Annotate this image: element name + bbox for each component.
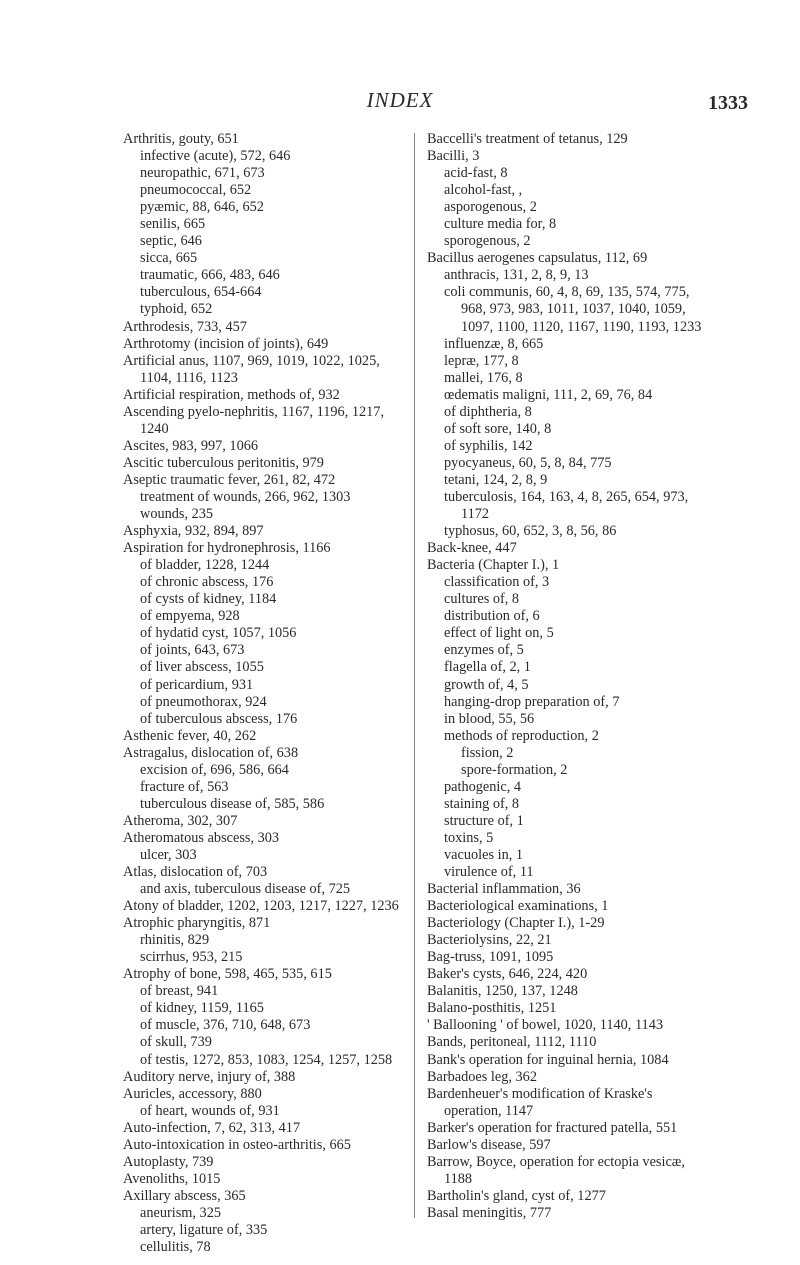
index-subentry: hanging-drop preparation of, 7 <box>444 693 620 710</box>
index-subentry: of breast, 941 <box>140 983 219 1000</box>
index-entry: Arthrotomy (incision of joints), 649 <box>123 335 329 352</box>
index-subentry: influenzæ, 8, 665 <box>444 335 544 352</box>
index-subentry: pyæmic, 88, 646, 652 <box>140 199 264 216</box>
index-subentry: mallei, 176, 8 <box>444 369 523 386</box>
index-subentry: of heart, wounds of, 931 <box>140 1102 280 1119</box>
index-subentry: flagella of, 2, 1 <box>444 659 531 676</box>
index-entry: Bacteriological examinations, 1 <box>427 898 609 915</box>
index-entry: Atony of bladder, 1202, 1203, 1217, 1227, 1236 <box>123 898 399 915</box>
index-subentry: tuberculosis, 164, 163, 4, 8, 265, 654, 973, 1172 <box>444 488 689 523</box>
index-entry: Auto-intoxication in osteo-arthritis, 665 <box>123 1136 351 1153</box>
index-subentry: spore-formation, 2 <box>461 761 568 778</box>
index-subentry: sicca, 665 <box>140 250 198 267</box>
index-column-right <box>427 131 712 1222</box>
index-entry: Aseptic traumatic fever, 261, 82, 472 <box>123 471 336 488</box>
index-subentry: of bladder, 1228, 1244 <box>140 557 270 574</box>
index-subentry: of cysts of kidney, 1184 <box>140 591 277 608</box>
index-subentry: alcohol-fast, , <box>444 182 523 199</box>
index-subentry: ulcer, 303 <box>140 846 197 863</box>
index-subentry: cultures of, 8 <box>444 591 520 608</box>
index-entry: Auditory nerve, injury of, 388 <box>123 1068 296 1085</box>
index-subentry: traumatic, 666, 483, 646 <box>140 267 280 284</box>
index-entry: Asthenic fever, 40, 262 <box>123 727 257 744</box>
index-subentry: growth of, 4, 5 <box>444 676 529 693</box>
index-subentry: fission, 2 <box>461 744 514 761</box>
page-header <box>0 88 800 118</box>
index-entry: Bardenheuer's modification of Kraske's operation, 1147 <box>427 1085 653 1119</box>
index-subentry: of diphtheria, 8 <box>444 403 532 420</box>
index-entry: Artificial respiration, methods of, 932 <box>123 386 340 403</box>
index-entry: Arthrodesis, 733, 457 <box>123 318 247 335</box>
index-entry: Artificial anus, 1107, 969, 1019, 1022, 1025, 1104, 1116, 1123 <box>123 352 380 386</box>
index-entry: Basal meningitis, 777 <box>427 1204 552 1221</box>
index-subentry: lepræ, 177, 8 <box>444 352 519 369</box>
index-subentry: sporogenous, 2 <box>444 233 531 250</box>
index-subentry: infective (acute), 572, 646 <box>140 148 291 165</box>
index-subentry: toxins, 5 <box>444 829 494 846</box>
index-subentry: of hydatid cyst, 1057, 1056 <box>140 625 297 642</box>
index-subentry: of syphilis, 142 <box>444 437 533 454</box>
index-subentry: of skull, 739 <box>140 1034 212 1051</box>
index-subentry: of testis, 1272, 853, 1083, 1254, 1257, 1258 <box>140 1051 393 1068</box>
index-entry: Avenoliths, 1015 <box>123 1170 221 1187</box>
index-entry: Barker's operation for fractured patella, 551 <box>427 1119 678 1136</box>
index-subentry: and axis, tuberculous disease of, 725 <box>140 881 351 898</box>
index-subentry: of muscle, 376, 710, 648, 673 <box>140 1017 311 1034</box>
index-entry: Balano-posthitis, 1251 <box>427 1000 557 1017</box>
index-entry: Bank's operation for inguinal hernia, 1084 <box>427 1051 669 1068</box>
index-subentry: of kidney, 1159, 1165 <box>140 1000 264 1017</box>
index-entry: Baker's cysts, 646, 224, 420 <box>427 966 588 983</box>
index-subentry: artery, ligature of, 335 <box>140 1222 268 1238</box>
index-subentry: of pneumothorax, 924 <box>140 693 267 710</box>
index-subentry: rhinitis, 829 <box>140 932 210 949</box>
index-entry: Ascites, 983, 997, 1066 <box>123 437 259 454</box>
index-subentry: œdematis maligni, 111, 2, 69, 76, 84 <box>444 386 653 403</box>
index-subentry: excision of, 696, 586, 664 <box>140 761 289 778</box>
index-subentry: classification of, 3 <box>444 574 550 591</box>
index-subentry: of tuberculous abscess, 176 <box>140 710 298 727</box>
index-subentry: pyocyaneus, 60, 5, 8, 84, 775 <box>444 454 612 471</box>
index-entry: Bacillus aerogenes capsulatus, 112, 69 <box>427 250 648 267</box>
index-subentry: of joints, 643, 673 <box>140 642 245 659</box>
index-subentry: tuberculous disease of, 585, 586 <box>140 795 325 812</box>
index-entry: Barlow's disease, 597 <box>427 1136 551 1153</box>
index-subentry: structure of, 1 <box>444 812 524 829</box>
index-subentry: asporogenous, 2 <box>444 199 537 216</box>
index-subentry: anthracis, 131, 2, 8, 9, 13 <box>444 267 589 284</box>
index-entry: Bands, peritoneal, 1112, 1110 <box>427 1034 597 1051</box>
index-subentry: coli communis, 60, 4, 8, 69, 135, 574, 775, 968, 973, 983, 1011, 1037, 1040, 1059, 1097, 1100, 1120, 1167, 1190, 1193, 1233 <box>444 284 702 335</box>
index-subentry: effect of light on, 5 <box>444 625 554 642</box>
index-subentry: vacuoles in, 1 <box>444 846 524 863</box>
index-entry: Bacteria (Chapter I.), 1 <box>427 557 560 574</box>
index-entry: Auto-infection, 7, 62, 313, 417 <box>123 1119 301 1136</box>
index-entry: Atheroma, 302, 307 <box>123 812 238 829</box>
index-subentry: acid-fast, 8 <box>444 165 508 182</box>
index-subentry: distribution of, 6 <box>444 608 540 625</box>
index-entry: Bacterial inflammation, 36 <box>427 881 581 898</box>
index-entry: Ascending pyelo-nephritis, 1167, 1196, 1217, 1240 <box>123 403 385 437</box>
index-subentry: wounds, 235 <box>140 506 214 523</box>
index-entry: Bag-truss, 1091, 1095 <box>427 949 554 966</box>
index-entry: Aspiration for hydronephrosis, 1166 <box>123 540 331 557</box>
index-entry: Baccelli's treatment of tetanus, 129 <box>427 131 628 147</box>
index-subentry: septic, 646 <box>140 233 202 250</box>
index-subentry: tuberculous, 654-664 <box>140 284 262 301</box>
index-entry: ' Ballooning ' of bowel, 1020, 1140, 1143 <box>427 1017 664 1034</box>
index-entry: Atheromatous abscess, 303 <box>123 829 280 846</box>
index-entry: Atlas, dislocation of, 703 <box>123 864 268 881</box>
index-subentry: virulence of, 11 <box>444 864 534 881</box>
index-subentry: treatment of wounds, 266, 962, 1303 <box>140 488 351 505</box>
index-subentry: typhosus, 60, 652, 3, 8, 56, 86 <box>444 523 617 540</box>
index-subentry: of empyema, 928 <box>140 608 240 625</box>
page-number: 1333 <box>708 92 748 114</box>
index-subentry: of soft sore, 140, 8 <box>444 420 552 437</box>
index-subentry: pneumococcal, 652 <box>140 182 252 199</box>
index-subentry: aneurism, 325 <box>140 1204 221 1221</box>
index-subentry: tetani, 124, 2, 8, 9 <box>444 471 548 488</box>
index-subentry: pathogenic, 4 <box>444 778 522 795</box>
index-entry: Bacteriolysins, 22, 21 <box>427 932 552 949</box>
index-entry: Atrophic pharyngitis, 871 <box>123 915 271 932</box>
index-entry: Atrophy of bone, 598, 465, 535, 615 <box>123 966 332 983</box>
index-subentry: typhoid, 652 <box>140 301 213 318</box>
running-head-title: INDEX <box>366 88 434 112</box>
index-entry: Bacilli, 3 <box>427 148 480 165</box>
index-subentry: cellulitis, 78 <box>140 1239 211 1256</box>
index-entry: Balanitis, 1250, 137, 1248 <box>427 983 578 1000</box>
index-entry: Astragalus, dislocation of, 638 <box>123 744 299 761</box>
index-subentry: of liver abscess, 1055 <box>140 659 264 676</box>
index-entry: Barbadoes leg, 362 <box>427 1068 537 1085</box>
index-subentry: scirrhus, 953, 215 <box>140 949 243 966</box>
index-subentry: neuropathic, 671, 673 <box>140 165 265 182</box>
index-subentry: culture media for, 8 <box>444 216 557 233</box>
index-entry: Back-knee, 447 <box>427 540 517 557</box>
index-entry: Arthritis, gouty, 651 <box>123 131 239 147</box>
index-entry: Bartholin's gland, cyst of, 1277 <box>427 1187 606 1204</box>
index-entry: Autoplasty, 739 <box>123 1153 214 1170</box>
index-subentry: of pericardium, 931 <box>140 676 254 693</box>
index-entry: Asphyxia, 932, 894, 897 <box>123 523 264 540</box>
index-subentry: fracture of, 563 <box>140 778 229 795</box>
index-subentry: enzymes of, 5 <box>444 642 524 659</box>
index-entry: Bacteriology (Chapter I.), 1-29 <box>427 915 605 932</box>
index-entry: Ascitic tuberculous peritonitis, 979 <box>123 454 324 471</box>
index-subentry: in blood, 55, 56 <box>444 710 535 727</box>
index-subentry: senilis, 665 <box>140 216 206 233</box>
index-subentry: of chronic abscess, 176 <box>140 574 274 591</box>
index-column-left <box>123 131 403 1256</box>
index-entry: Auricles, accessory, 880 <box>123 1085 262 1102</box>
index-subentry: methods of reproduction, 2 <box>444 727 599 744</box>
column-divider <box>414 133 415 1218</box>
index-entry: Axillary abscess, 365 <box>123 1187 246 1204</box>
index-entry: Barrow, Boyce, operation for ectopia vesicæ, 1188 <box>427 1153 685 1187</box>
index-subentry: staining of, 8 <box>444 795 520 812</box>
